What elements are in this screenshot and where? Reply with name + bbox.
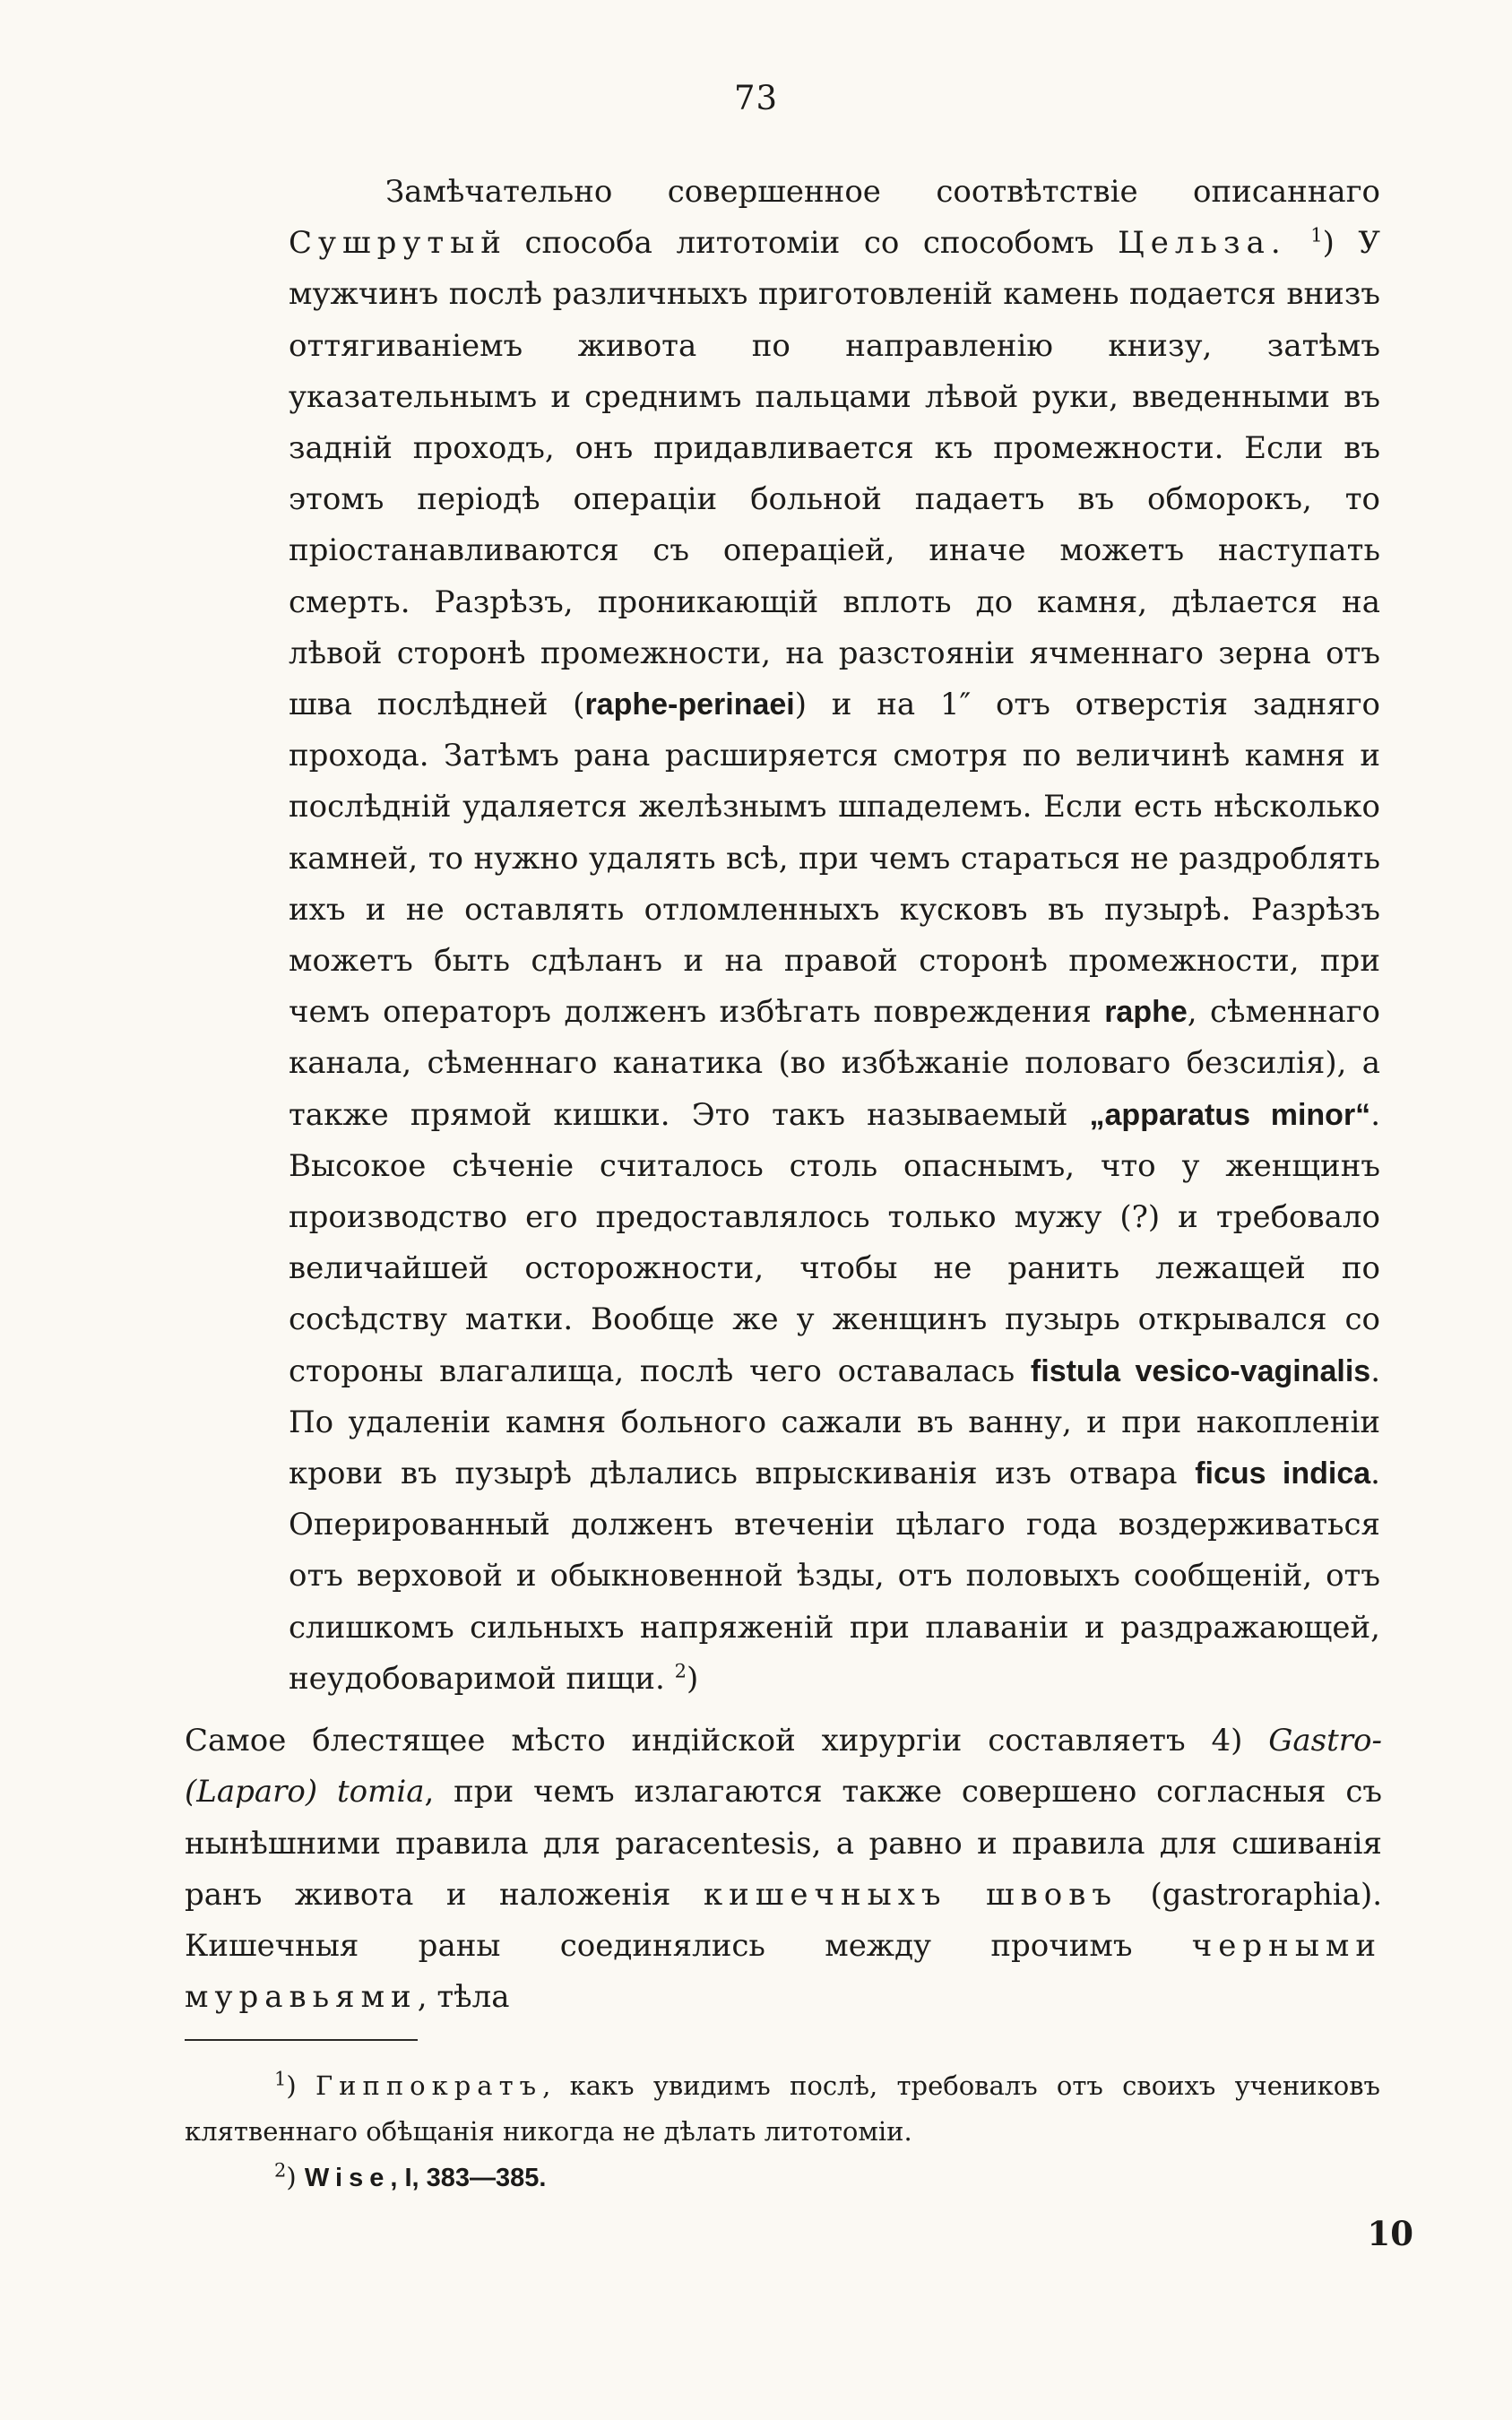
body-text bbox=[185, 167, 1383, 2023]
text-run: ) и на 1″ отъ отверстія задняго прохода. Затѣмъ рана расширяется смотря по величинѣ камня и послѣдній удаляется желѣзнымъ шпаделемъ. Если есть нѣсколько камней, то нужно удалять всѣ, при чемъ стараться не раздроблять ихъ и не оставлять отломленныхъ кусковъ въ пузырѣ. Разрѣзъ можетъ быть сдѣланъ и на правой сторонѣ промежности, при чемъ операторъ долженъ избѣгать повреждения bbox=[289, 687, 1380, 1031]
paragraph-lithotomy bbox=[289, 167, 1380, 1705]
text-run: ) У мужчинъ послѣ различныхъ приготовленій камень подается внизъ оттягиваніемъ живота по направленію книзу, затѣмъ указательнымъ и среднимъ пальцами лѣвой руки, введенными въ задній проходъ, онъ придавливается къ промежности. Если въ этомъ періодѣ операціи больной падаетъ въ обморокъ, то пріостанавливаются съ операціей, иначе можетъ наступать смерть. Разрѣзъ, проникающій вплоть до камня, дѣлается на лѣвой сторонѣ промежности, на разстояніи ячменнаго зерна отъ шва послѣдней ( bbox=[289, 225, 1380, 723]
text-run: , сѣменнаго канала, сѣменнаго канатика (во избѣжаніе половаго безсилія), а также прямой кишки. Это такъ называемый bbox=[289, 994, 1380, 1133]
author-name: Гиппократъ bbox=[315, 2070, 543, 2101]
footnote-text: , какъ увидимъ послѣ, требовалъ отъ своихъ учениковъ клятвеннаго обѣщанія никогда не дѣлать литотоміи. bbox=[185, 2070, 1380, 2147]
latin-term: „apparatus minor“ bbox=[1089, 1097, 1371, 1132]
text-run: (gastroraphia). Кишечныя раны соединялись между прочимъ bbox=[185, 1876, 1383, 1964]
footnote-ref: 2 bbox=[674, 1660, 687, 1682]
author-name: Цельза. bbox=[1118, 225, 1287, 262]
latin-term: fistula vesico-vaginalis bbox=[1030, 1353, 1371, 1388]
footnote-mark: 2 bbox=[274, 2159, 287, 2182]
latin-term: ficus indica bbox=[1195, 1456, 1371, 1491]
footnotes bbox=[185, 2063, 1380, 2201]
footnote-1: $^1$) Гиппократъ, какъ увидимъ послѣ, требовалъ отъ своихъ учениковъ клятвеннаго обѣщанія никогда не дѣлать литотоміи. bbox=[185, 2068, 1380, 2147]
footnote-mark: 1 bbox=[274, 2068, 287, 2090]
text-run: , тѣла bbox=[417, 1979, 510, 2016]
text-run: . Оперированный долженъ втеченіи цѣлаго года воздерживаться отъ верховой и обыкновенной ѣзды, отъ половыхъ сообщеній, отъ слишкомъ сильныхъ напряженій при плаваніи и раздражающей, неудобоваримой пищи. bbox=[289, 1456, 1380, 1697]
text-run: . По удаленіи камня больного сажали въ ванну, и при накопленіи крови въ пузырѣ дѣлались впрыскиванія изъ отвара bbox=[289, 1353, 1380, 1492]
text-run: . Высокое сѣченіе считалось столь опаснымъ, что у женщинъ производство его предоставлялось только мужу (?) и требовало величайшей осторожности, чтобы не ранить лежащей по сосѣдству матки. Вообще же у женщинъ пузырь открывался со стороны влагалища, послѣ чего оставалась bbox=[289, 1096, 1380, 1389]
footnote-ref: 1 bbox=[1310, 224, 1323, 246]
spaced-phrase: черными муравьями bbox=[185, 1927, 1382, 2016]
text-run: Замѣчательно совершенное соотвѣтствіе описаннаго bbox=[385, 174, 1380, 210]
signature-mark: 10 bbox=[1367, 2214, 1413, 2253]
latin-term: raphe-perinaei bbox=[584, 687, 795, 722]
latin-term: Gastro-(Laparo) tomia bbox=[185, 1723, 1382, 1811]
footnote-text: , I, 383—385. bbox=[390, 2164, 547, 2192]
author-name: Сушруты bbox=[289, 225, 481, 262]
paragraph-gastrotomy bbox=[185, 1716, 1382, 2023]
page-number: 73 bbox=[733, 79, 779, 117]
latin-term: raphe bbox=[1104, 995, 1188, 1030]
text-run: ) bbox=[686, 1660, 699, 1697]
author-name: Wise bbox=[304, 2164, 391, 2192]
text-run: Самое блестящее мѣсто индійской хирургіи составляетъ 4) bbox=[185, 1723, 1269, 1759]
spaced-phrase: кишечныхъ швовъ bbox=[703, 1876, 1119, 1913]
text-run: й способа литотоміи со способомъ bbox=[480, 225, 1119, 262]
footnote-divider bbox=[185, 2039, 418, 2041]
footnote-2: $^2$) Wise, I, 383—385. bbox=[274, 2159, 547, 2192]
text-run: , при чемъ излагаются также совершено согласныя съ нынѣшними правила для paracentesis, а равно и правила для сшиванія ранъ живота и наложенія bbox=[185, 1774, 1382, 1913]
